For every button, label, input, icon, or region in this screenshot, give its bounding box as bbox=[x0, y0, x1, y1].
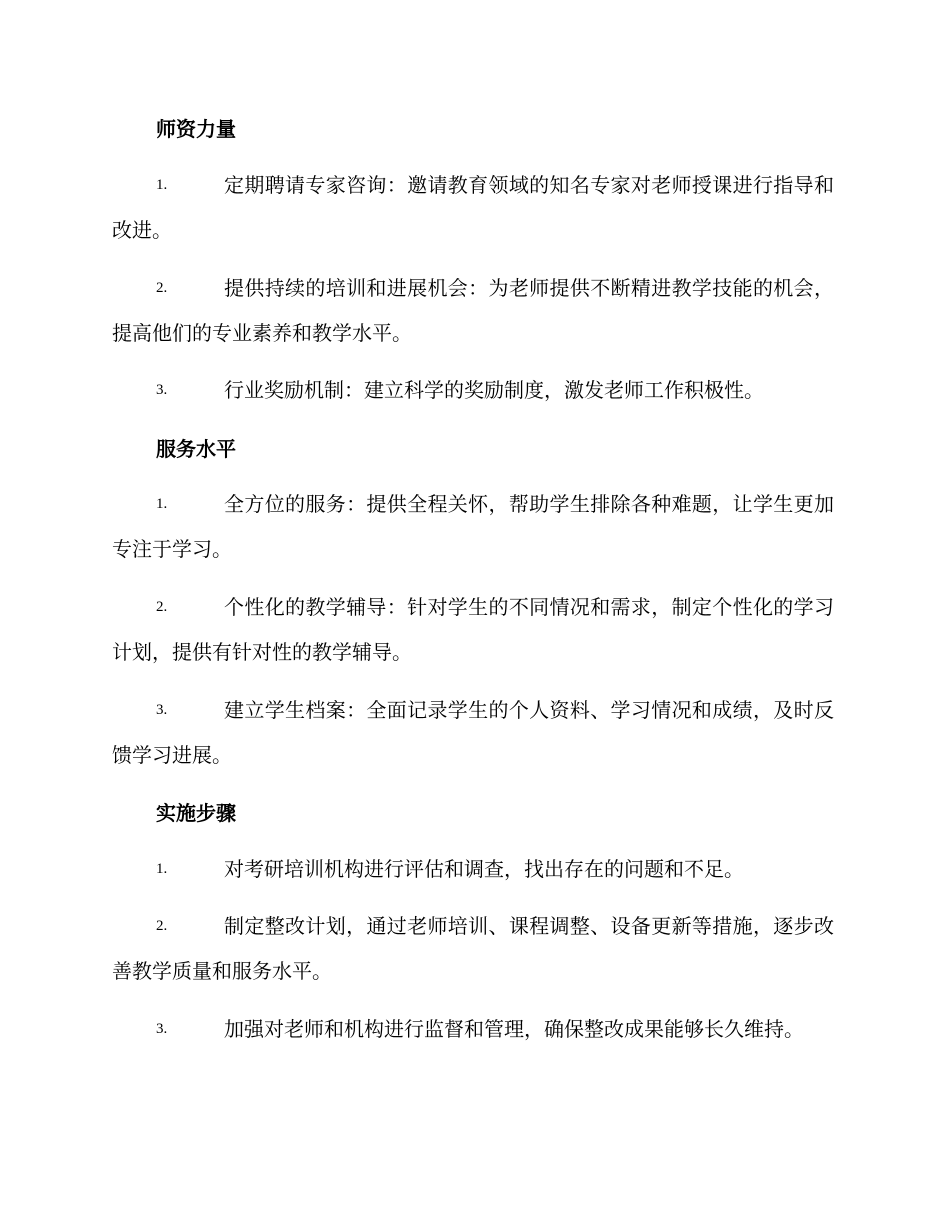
list-item-number: 3. bbox=[156, 702, 168, 718]
list-item-number: 2. bbox=[156, 280, 168, 296]
list-item bbox=[112, 368, 834, 413]
list-item-number: 2. bbox=[156, 599, 168, 615]
section-heading: 服务水平 bbox=[156, 437, 236, 461]
list-item-text: 对考研培训机构进行评估和调查，找出存在的问题和不足。 bbox=[224, 857, 744, 881]
list-item bbox=[112, 266, 834, 356]
list-item-text: 定期聘请专家咨询：邀请教育领域的知名专家对老师授课进行指导和改进。 bbox=[112, 173, 834, 242]
list-item bbox=[112, 847, 834, 892]
section-heading: 实施步骤 bbox=[156, 801, 236, 825]
list-item bbox=[112, 904, 834, 994]
list-item-number: 1. bbox=[156, 496, 168, 512]
list-item-text: 制定整改计划，通过老师培训、课程调整、设备更新等措施，逐步改善教学质量和服务水平。 bbox=[112, 914, 834, 983]
list-item-text: 个性化的教学辅导：针对学生的不同情况和需求，制定个性化的学习计划，提供有针对性的教学辅导。 bbox=[112, 595, 834, 664]
list-item-text: 建立学生档案：全面记录学生的个人资料、学习情况和成绩，及时反馈学习进展。 bbox=[112, 698, 834, 767]
list-item-number: 1. bbox=[156, 177, 168, 193]
list-item-number: 3. bbox=[156, 382, 168, 398]
list-item-number: 3. bbox=[156, 1021, 168, 1037]
list-item-number: 1. bbox=[156, 861, 168, 877]
list-item-text: 加强对老师和机构进行监督和管理，确保整改成果能够长久维持。 bbox=[224, 1017, 804, 1041]
list-item bbox=[112, 163, 834, 253]
list-item-text: 行业奖励机制：建立科学的奖励制度，激发老师工作积极性。 bbox=[224, 378, 764, 402]
list-item-text: 全方位的服务：提供全程关怀，帮助学生排除各种难题，让学生更加专注于学习。 bbox=[112, 492, 834, 561]
section-heading: 师资力量 bbox=[156, 117, 236, 141]
list-item bbox=[112, 585, 834, 675]
list-item bbox=[112, 482, 834, 572]
list-item bbox=[112, 688, 834, 778]
list-item bbox=[112, 1007, 834, 1052]
list-item-number: 2. bbox=[156, 918, 168, 934]
list-item-text: 提供持续的培训和进展机会：为老师提供不断精进教学技能的机会，提高他们的专业素养和教学水平。 bbox=[112, 276, 834, 345]
